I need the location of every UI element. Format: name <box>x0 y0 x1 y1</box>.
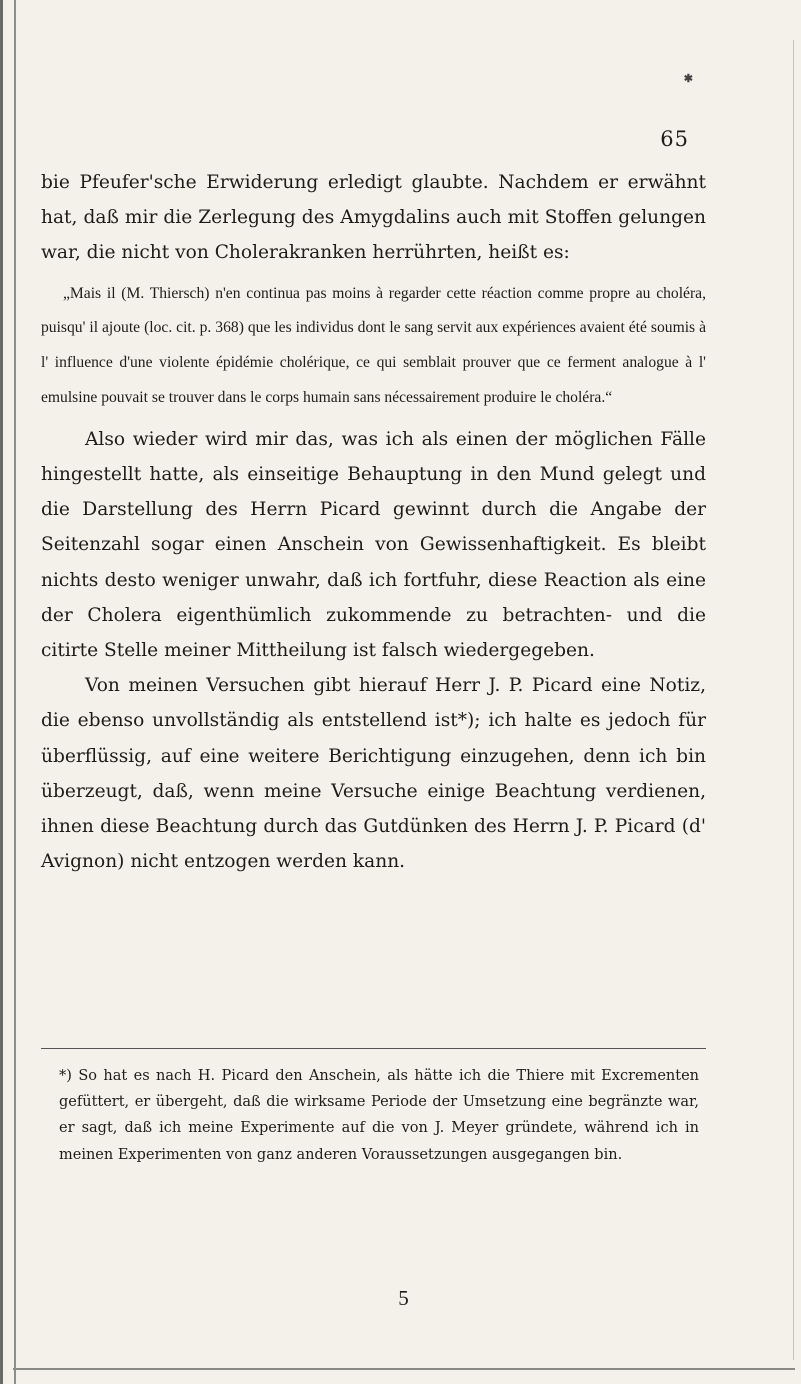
page-number: 65 <box>660 127 689 151</box>
footnote: *) So hat es nach H. Picard den Anschein, als hätte ich die Thiere mit Excrementen gefüttert, er übergeht, daß die wirksame Periode der Umsetzung eine begränzte war, er sagt, daß ich meine Experimente auf die von J. Meyer gründete, während ich in meinen Experimenten von ganz anderen Voraussetzungen ausgegangen bin. <box>59 1068 699 1163</box>
paragraph-1: bie Pfeufer'sche Erwiderung erledigt glaubte. Nachdem er erwähnt hat, daß mir die Zerlegung des Amygdalins auch mit Stoffen gelungen war, die nicht von Cholerakranken herrührten, heißt es: <box>41 172 706 264</box>
paragraph-2: Also wieder wird mir das, was ich als einen der möglichen Fälle hingestellt hatte, als einseitige Behauptung in den Mund gelegt und die Darstellung des Herrn Picard gewinnt durch die Angabe der Seitenzahl sogar einen Anschein von Gewissenhaftigkeit. Es bleibt nichts desto weniger unwahr, daß ich fortfuhr, diese Reaction als eine der Cholera eigenthümlich zukommende zu betrachten- und die citirte Stelle meiner Mittheilung ist falsch wiedergegeben. <box>41 428 706 662</box>
footnote-rule <box>41 1048 706 1049</box>
bottom-edge <box>13 1368 795 1370</box>
french-quotation: „Mais il (M. Thiersch) n'en continua pas moins à regarder cette réaction comme propre au choléra, puisqu' il ajoute (loc. cit. p. 368) que les individus dont le sang servit aux expériences avaient été soumis à l' influence d'une violente épidémie cholérique, ce qui semblait prouver que ce ferment analogue à l' emulsine pouvait se trouver dans le corps humain sans nécessairement produire le choléra.“ <box>41 284 706 406</box>
corner-mark: ✱ <box>683 72 693 85</box>
body-text <box>41 165 706 879</box>
signature-mark: 5 <box>398 1286 409 1310</box>
paragraph-3: Von meinen Versuchen gibt hierauf Herr J. P. Picard eine Notiz, die ebenso unvollständig als entstellend ist*); ich halte es jedoch für überflüssig, auf eine weitere Berichtigung einzugehen, denn ich bin überzeugt, daß, wenn meine Versuche einige Beachtung verdienen, ihnen diese Beachtung durch das Gutdünken des Herrn J. P. Picard (d' Avignon) nicht entzogen werden kann. <box>41 675 706 873</box>
binding-edge <box>14 0 16 1384</box>
page-edge <box>793 40 794 1360</box>
